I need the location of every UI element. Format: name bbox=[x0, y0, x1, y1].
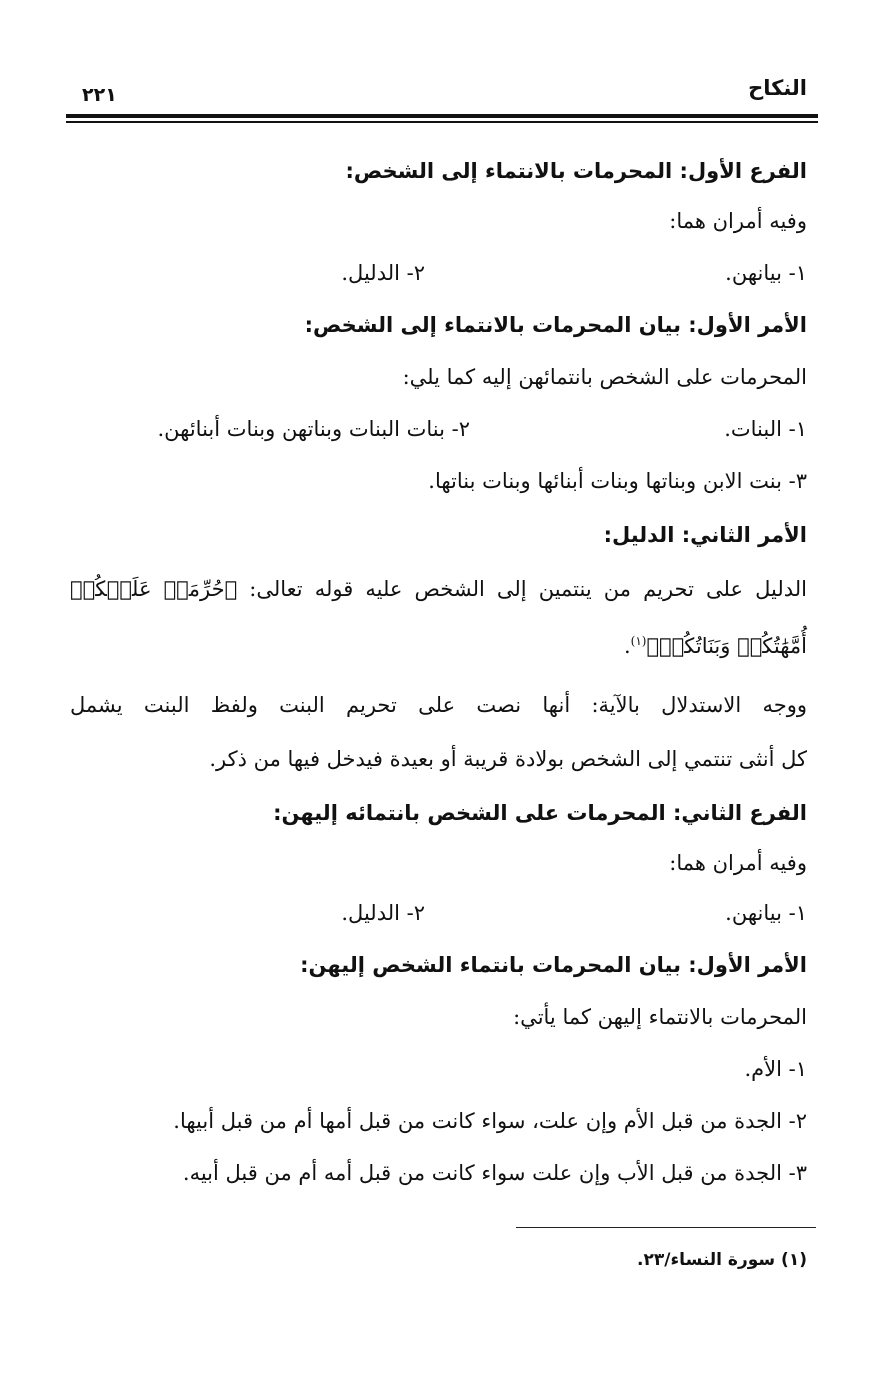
footnote: (١) سورة النساء/٢٣. bbox=[637, 1250, 807, 1270]
footnote-reference: (١) bbox=[630, 634, 647, 648]
paragraph-line: ووجه الاستدلال بالآية: أنها نصت على تحريم البنت ولفظ البنت يشمل bbox=[70, 693, 807, 717]
quran-verse-line bbox=[624, 626, 807, 661]
paragraph-line: الدليل على تحريم من ينتمين إلى الشخص عليه قوله تعالى: ﴿حُرِّمَتۡ عَلَيۡكُمۡ bbox=[70, 577, 807, 601]
paragraph-line: وفيه أمران هما: bbox=[669, 209, 807, 233]
subheading-2: الأمر الثاني: الدليل: bbox=[603, 523, 807, 547]
paragraph-line: وفيه أمران هما: bbox=[669, 851, 807, 875]
list-item: ٣- الجدة من قبل الأب وإن علت سواء كانت من قبل أمه أم من قبل أبيه. bbox=[182, 1161, 807, 1185]
list-item: ٢- بنات البنات وبناتهن وبنات أبنائهن. bbox=[157, 417, 470, 441]
list-item: ٢- الدليل. bbox=[341, 261, 425, 285]
list-item: ١- الأم. bbox=[744, 1057, 807, 1081]
paragraph-line: المحرمات على الشخص بانتمائهن إليه كما يلي: bbox=[402, 365, 807, 389]
paragraph-line: كل أنثى تنتمي إلى الشخص بولادة قريبة أو بعيدة فيدخل فيها من ذكر. bbox=[209, 747, 807, 771]
paragraph-line: المحرمات بالانتماء إليهن كما يأتي: bbox=[513, 1005, 807, 1029]
footnote-separator bbox=[516, 1227, 816, 1228]
section-heading-1: الفرع الأول: المحرمات بالانتماء إلى الشخص: bbox=[345, 159, 807, 183]
verse-period: . bbox=[623, 634, 631, 658]
page-number: ٢٢١ bbox=[82, 84, 117, 106]
running-header-title: النكاح bbox=[748, 76, 807, 100]
section-heading-2: الفرع الثاني: المحرمات على الشخص بانتمائه إليهن: bbox=[273, 801, 807, 825]
list-item: ١- بيانهن. bbox=[725, 901, 807, 925]
subheading-1: الأمر الأول: بيان المحرمات بالانتماء إلى الشخص: bbox=[304, 313, 807, 337]
header-rule-thin bbox=[66, 121, 818, 123]
list-item: ١- البنات. bbox=[724, 417, 807, 441]
subheading-3: الأمر الأول: بيان المحرمات بانتماء الشخص إليهن: bbox=[300, 953, 807, 977]
quran-verse: أُمَّهَٰتُكُمۡ وَبَنَاتُكُمۡ﴾ bbox=[646, 634, 807, 658]
list-item: ٢- الدليل. bbox=[341, 901, 425, 925]
list-item: ٢- الجدة من قبل الأم وإن علت، سواء كانت من قبل أمها أم من قبل أبيها. bbox=[173, 1109, 807, 1133]
header-rule-thick bbox=[66, 114, 818, 118]
list-item: ١- بيانهن. bbox=[725, 261, 807, 285]
list-item: ٣- بنت الابن وبناتها وبنات أبنائها وبنات بناتها. bbox=[428, 469, 807, 493]
